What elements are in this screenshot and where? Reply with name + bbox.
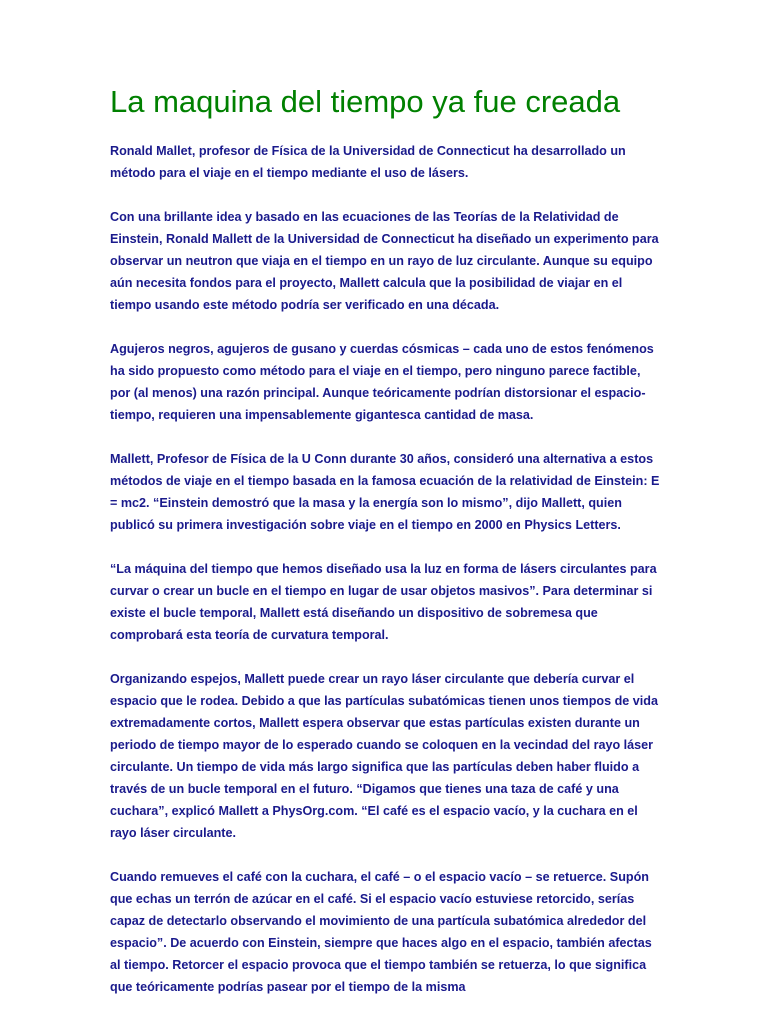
paragraph-coffee-analogy: Cuando remueves el café con la cuchara, el café – o el espacio vacío – se retuerce. Supón que echas un terrón de azúcar en el café. Si el espacio vacío estuviese retorcido, serías capaz de detectarlo observando el movimiento de una partícula subatómica alrededor del espacio”. De acuerdo con Einstein, siempre que haces algo en el espacio, también afectas al tiempo. Retorcer el espacio provoca que el tiempo también se retuerza, lo que significa que teóricamente podrías pasear por el tiempo de la misma	[110, 870, 652, 994]
paragraph-mallett-experiment: Con una brillante idea y basado en las ecuaciones de las Teorías de la Relatividad de Einstein, Ronald Mallett de la Universidad de Connecticut ha diseñado un experimento para observar un neutron que viaja en el tiempo en un rayo de luz circulante. Aunque su equipo aún necesita fondos para el proyecto, Mallett calcula que la posibilidad de viajar en el tiempo usando este método podría ser verificado en una década.	[110, 210, 659, 312]
paragraph-time-machine-quote: “La máquina del tiempo que hemos diseñado usa la luz en forma de lásers circulantes para curvar o crear un bucle en el tiempo en lugar de usar objetos masivos”. Para determinar si existe el bucle temporal, Mallett está diseñando un dispositivo de sobremesa que comprobará esta teoría de curvatura temporal.	[110, 562, 657, 642]
paragraph-intro: Ronald Mallet, profesor de Física de la Universidad de Connecticut ha desarrollado un método para el viaje en el tiempo mediante el uso de lásers.	[110, 144, 626, 180]
document-title: La maquina del tiempo ya fue creada	[110, 84, 621, 119]
paragraph-black-holes: Agujeros negros, agujeros de gusano y cuerdas cósmicas – cada uno de estos fenómenos ha sido propuesto como método para el viaje en el tiempo, pero ninguno parece factible, por (al menos) una razón principal. Aunque teóricamente podrían distorsionar el espacio-tiempo, requieren una impensablemente gigantesca cantidad de masa.	[110, 342, 654, 422]
paragraph-einstein-equation: Mallett, Profesor de Física de la U Conn durante 30 años, consideró una alternativa a estos métodos de viaje en el tiempo basada en la famosa ecuación de la relatividad de Einstein: E = mc2. “Einstein demostró que la masa y la energía son lo mismo”, dijo Mallett, quien publicó su primera investigación sobre viaje en el tiempo en 2000 en Physics Letters.	[110, 452, 660, 532]
document-page	[110, 84, 662, 1020]
paragraph-mirrors-laser: Organizando espejos, Mallett puede crear un rayo láser circulante que debería curvar el espacio que le rodea. Debido a que las partículas subatómicas tienen unos tiempos de vida extremadamente cortos, Mallett espera observar que estas partículas existen durante un periodo de tiempo mayor de lo esperado cuando se coloquen en la vecindad del rayo láser circulante. Un tiempo de vida más largo significa que las partículas deben haber fluido a través de un bucle temporal en el futuro. “Digamos que tienes una taza de café y una cuchara”, explicó Mallett a PhysOrg.com. “El café es el espacio vacío, y la cuchara en el rayo láser circulante.	[110, 672, 658, 840]
